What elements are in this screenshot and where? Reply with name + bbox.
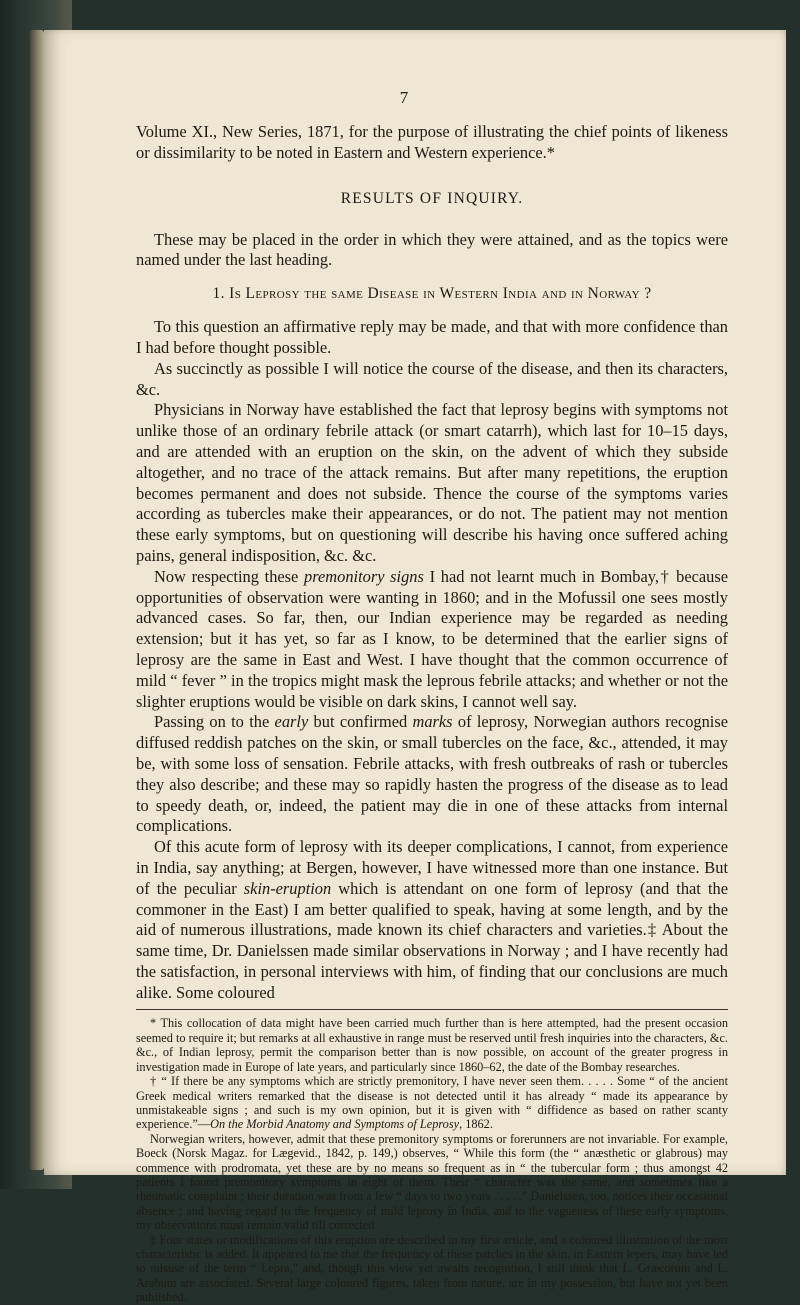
paragraph-intro: These may be placed in the order in which they were attained, and as the topics were named under the last heading. [136, 229, 728, 270]
text-run: Passing on to the [154, 712, 275, 732]
footnote: ‡ Four states or modifications of this eruption are described in my first article, and a coloured illustration of the most characteristic is added. It appeared to me that the frequency of these patches in the skin, in Eastern lepers, may have led to misuse of the term “ Lepra,” and, though this view yet awaits recognition, I still think that L. Græcorum and L. Arabum are associated. Several large coloured figures, taken from nature, are in my possession, but have not yet been published. [136, 1232, 728, 1305]
italic-text: skin-eruption [243, 878, 332, 898]
text-run: , 1862. [459, 1117, 493, 1132]
paragraph [136, 712, 728, 837]
subsection-heading: 1. Is Leprosy the same Disease in Western India and in Norway ? [212, 285, 652, 303]
page-content [136, 122, 728, 1305]
paragraph-continuation: Volume XI., New Series, 1871, for the purpose of illustrating the chief points of likeness or dissimilarity to be noted in Eastern and Western experience.* [136, 122, 728, 162]
section-heading: RESULTS OF INQUIRY. [340, 189, 524, 207]
footnote-rule [136, 1009, 728, 1010]
text-run: but confirmed [308, 712, 413, 732]
footnote: * This collocation of data might have been carried much further than is here attempted, had the present occasion seemed to require it; but remarks at all exhaustive in range must be reserved until fresh inquiries into the characters, &c. &c., of Indian leprosy, permit the comparison better than is now possible, on account of the greater progress in investigation made in Europe of late years, and particularly since 1860–62, the date of the Bombay researches. [136, 1016, 728, 1074]
paragraph [136, 567, 728, 713]
italic-text: early [274, 712, 309, 732]
paragraph: As succinctly as possible I will notice the course of the disease, and then its characters, &c. [136, 358, 728, 399]
paragraph [136, 837, 728, 1003]
italic-text: On the Morbid Anatomy and Symptoms of Leprosy [210, 1117, 460, 1132]
text-run: I had not learnt much in Bombay,† because opportunities of observation were wanting in 1860; and in the Mofussil one sees mostly advanced cases. So far, then, our Indian experience may be regarded as needing extension; but it has yet, so far as I know, to be determined that the earlier signs of leprosy are the same in East and West. I have thought that the common occurrence of mild “ fever ” in the tropics might mask the leprous febrile attacks; and whether or not the slighter eruptions would be visible on dark skins, I cannot well say. [136, 566, 728, 711]
paragraph: Physicians in Norway have established the fact that leprosy begins with symptoms not unlike those of an ordinary febrile attack (or smart catarrh), which last for 10–15 days, and are attended with an eruption on the skin, on the advent of which they subside altogether, and no trace of the attack remains. But after many repetitions, the eruption becomes permanent and does not subside. Thence the course of the symptoms varies according as tubercles make their appearances, or do not. The patient may not mention these early symptoms, but on questioning will describe his having once suffered aching pains, general indisposition, &c. &c. [136, 400, 728, 565]
page-number: 7 [399, 88, 409, 107]
footnote [136, 1074, 728, 1132]
italic-text: marks [412, 712, 453, 732]
text-run: Of this acute form of leprosy with its deeper complications, I cannot, from experience in India, say anything; at Bergen, however, I have witnessed more than one instance. But of the peculiar [136, 837, 728, 898]
footnote: Norwegian writers, however, admit that these premonitory symptoms or forerunners are not invariable. For example, Boeck (Norsk Magaz. for Lægevid., 1842, p. 149,) observes, “ While this form (the “ anæsthetic or glabrous) may commence with prodromata, yet these are by no means so frequent as in “ the tubercular form ; thus amongst 42 patients I found premonitory symptoms in eight of them. Their “ character was the same, and sometimes like a rheumatic complaint ; their duration was from a few “ days to two years . . . . .” Danielssen, too, notices their occasional absence ; and having regard to the frequency of mild leprosy in India, and to the vagueness of these early symptoms, my observations must remain valid till corrected. [136, 1131, 728, 1233]
text-run: which is attendant on one form of leprosy (and that the commoner in the East) I am better qualified to speak, having at some length, and by the aid of numerous illustrations, made known its chief characters and varieties.‡ About the same time, Dr. Danielssen made similar observations in Norway ; and I have recently had the satisfaction, in personal interviews with him, of finding that our conclusions are much alike. Some coloured [136, 878, 728, 1002]
book-page [44, 30, 786, 1305]
paragraph: To this question an affirmative reply may be made, and that with more confidence than I had before thought possible. [136, 317, 728, 357]
text-run: of leprosy, Norwegian authors recognise diffused reddish patches on the skin, or small tubercles on the face, &c., attended, it may be, with some loss of sensation. Febrile attacks, with fresh outbreaks of rash or tubercles they also describe; and these may so rapidly hasten the progress of the disease as to lead to speedy death, or, indeed, the patient may die in one of these attacks from internal complications. [136, 712, 728, 836]
italic-text: premonitory signs [304, 566, 424, 586]
text-run: Now respecting these [154, 566, 305, 586]
text-run: † “ If there be any symptoms which are strictly premonitory, I have never seen them. . . . . Some “ of the ancient Greek medical writers remarked that the disease is not detected until it has already “ made its appearance by unmistakeable signs ; and such is my own opinion, but it is given with “ diffidence as based on rather scanty experience.”— [136, 1074, 728, 1132]
footnotes [136, 1016, 728, 1304]
page-stack-edge [30, 30, 44, 1170]
